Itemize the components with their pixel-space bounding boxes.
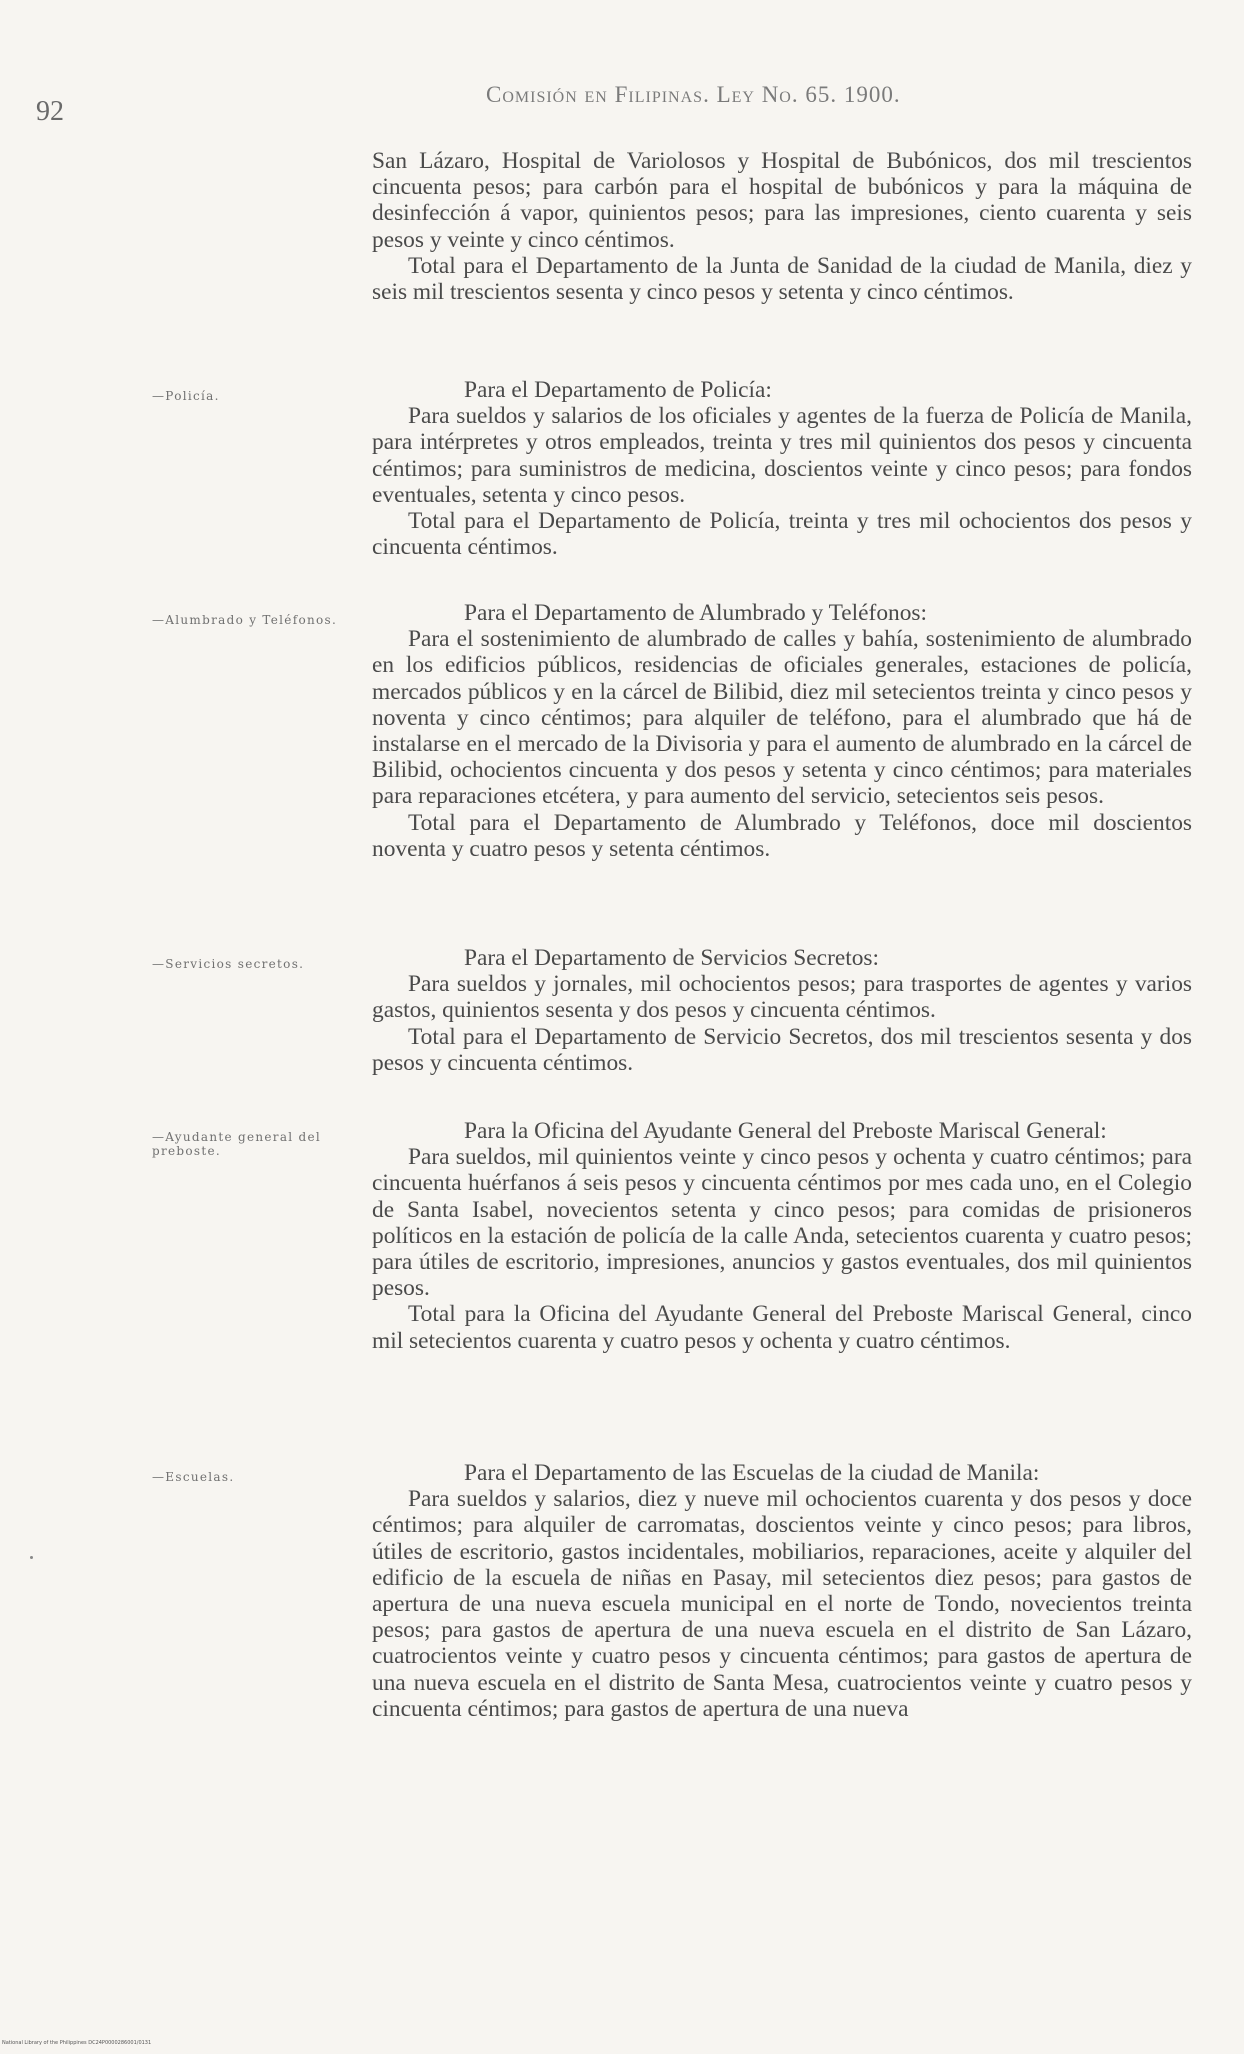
body-paragraph: Para sueldos y salarios de los oficiales y agentes de la fuerza de Policía de Manila, para intérpretes y otros empleados, treinta y tres mil quinientos dos pesos y cincuenta céntimos; para suministros de medicina, doscientos veinte y cinco pesos; para fondos eventuales, setenta y cinco pesos.	[372, 403, 1192, 508]
body-paragraph: San Lázaro, Hospital de Variolosos y Hospital de Bubónicos, dos mil trescientos cincuenta pesos; para carbón para el hospital de bubónicos y para la máquina de desinfección á vapor, quinientos pesos; para las impresiones, ciento cuarenta y seis pesos y veinte y cinco céntimos.	[372, 148, 1192, 253]
total-paragraph: Total para el Departamento de Servicio Secretos, dos mil trescientos sesenta y dos pesos y cincuenta céntimos.	[372, 1023, 1192, 1076]
section-secretos	[372, 945, 1192, 1076]
margin-note-escuelas: —Escuelas.	[152, 1470, 235, 1484]
section-alumbrado	[372, 600, 1192, 862]
section-heading: Para el Departamento de las Escuelas de la ciudad de Manila:	[464, 1460, 1040, 1486]
scan-speck	[30, 1556, 33, 1559]
running-head: Comisión en Filipinas. Ley No. 65. 1900.	[486, 82, 901, 107]
margin-note-preboste: —Ayudante general del preboste.	[152, 1130, 322, 1158]
page-number: 92	[36, 96, 64, 127]
body-paragraph: Para sueldos y jornales, mil ochocientos pesos; para trasportes de agentes y varios gastos, quinientos sesenta y dos pesos y cincuenta céntimos.	[372, 971, 1192, 1024]
section-heading: Para el Departamento de Policía:	[464, 377, 772, 403]
body-paragraph: Para sueldos y salarios, diez y nueve mil ochocientos cuarenta y dos pesos y doce céntimos; para alquiler de carromatas, doscientos veinte y cinco pesos; para libros, útiles de escritorio, gastos incidentales, mobiliarios, reparaciones, aceite y alquiler del edificio de la escuela de niñas en Pasay, mil setecientos diez pesos; para gastos de apertura de una nueva escuela municipal en el norte de Tondo, novecientos treinta pesos; para gastos de apertura de una nueva escuela en el distrito de San Lázaro, cuatrocientos veinte y cuatro pesos y cincuenta céntimos; para gastos de apertura de una nueva escuela en el distrito de Santa Mesa, cuatrocientos veinte y cuatro pesos y cincuenta céntimos; para gastos de apertura de una nueva	[372, 1486, 1192, 1722]
section-sanidad	[372, 148, 1192, 305]
total-paragraph: Total para el Departamento de Alumbrado y Teléfonos, doce mil doscientos noventa y cuatro pesos y setenta céntimos.	[372, 809, 1192, 862]
total-paragraph: Total para el Departamento de Policía, treinta y tres mil ochocientos dos pesos y cincuenta céntimos.	[372, 508, 1192, 561]
margin-note-alumbrado: —Alumbrado y Teléfonos.	[152, 613, 338, 627]
section-heading: Para el Departamento de Servicios Secretos:	[464, 945, 880, 971]
section-policia	[372, 377, 1192, 560]
total-paragraph: Total para la Oficina del Ayudante General del Preboste Mariscal General, cinco mil setecientos cuarenta y cuatro pesos y ochenta y cuatro céntimos.	[372, 1301, 1192, 1354]
total-paragraph: Total para el Departamento de la Junta de Sanidad de la ciudad de Manila, diez y seis mil trescientos sesenta y cinco pesos y setenta y cinco céntimos.	[372, 252, 1192, 306]
section-escuelas	[372, 1460, 1192, 1722]
footer-credit: National Library of the Philippines DC24P0000286001/0131	[2, 2040, 152, 2046]
body-paragraph: Para sueldos, mil quinientos veinte y cinco pesos y ochenta y cuatro céntimos; para cincuenta huérfanos á seis pesos y cincuenta céntimos por mes cada uno, en el Colegio de Santa Isabel, novecientos setenta y cinco pesos; para comidas de prisioneros políticos en la estación de policía de la calle Anda, setecientos cuarenta y cuatro pesos; para útiles de escritorio, impresiones, anuncios y gastos eventuales, dos mil quinientos pesos.	[372, 1144, 1192, 1302]
section-heading: Para la Oficina del Ayudante General del Preboste Mariscal General:	[464, 1118, 1107, 1144]
section-preboste	[372, 1118, 1192, 1354]
body-paragraph: Para el sostenimiento de alumbrado de calles y bahía, sostenimiento de alumbrado en los edificios públicos, residencias de oficiales generales, estaciones de policía, mercados públicos y en la cárcel de Bilibid, diez mil setecientos treinta y cinco pesos y noventa y cinco céntimos; para alquiler de teléfono, para el alumbrado que há de instalarse en el mercado de la Divisoria y para el aumento de alumbrado en la cárcel de Bilibid, ochocientos cincuenta y dos pesos y setenta y cinco céntimos; para materiales para reparaciones etcétera, y para aumento del servicio, setecientos seis pesos.	[372, 626, 1192, 810]
margin-note-policia: —Policía.	[152, 389, 220, 403]
margin-note-secretos: —Servicios secretos.	[152, 957, 305, 971]
section-heading: Para el Departamento de Alumbrado y Teléfonos:	[464, 600, 928, 626]
